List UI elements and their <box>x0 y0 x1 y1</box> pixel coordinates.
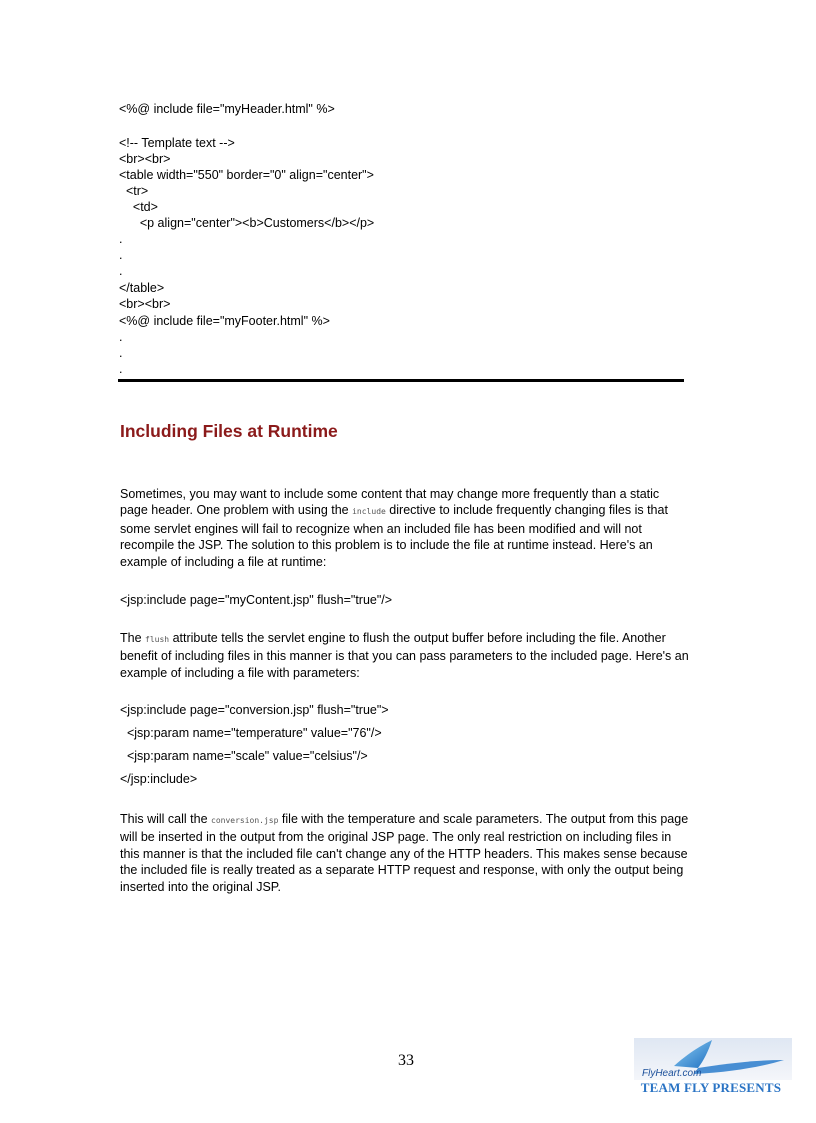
code-line: <tr> <box>119 184 149 198</box>
code-line: <!-- Template text --> <box>119 136 235 150</box>
code-line: <p align="center"><b>Customers</b></p> <box>119 216 375 230</box>
code-line: <%@ include file="myHeader.html" %> <box>119 102 335 116</box>
code-line: . <box>119 248 123 262</box>
inline-code: flush <box>145 635 170 644</box>
body-paragraph: The flush attribute tells the servlet engine to flush the output buffer before including the file. Another benefit of including files in this manner is that you can pass parameters to the included page. Here's an example of including a file with parameters: <box>120 631 689 680</box>
code-line: <%@ include file="myFooter.html" %> <box>119 314 330 328</box>
body-paragraph: This will call the conversion.jsp file with the temperature and scale parameters. The output from this page will be inserted in the output from the original JSP page. The only real restriction on including files in this manner is that the included file can't change any of the HTTP headers. This makes sense because the included file is really treated as a separate HTTP request and response, with only the output being inserted into the original JSP. <box>120 812 689 894</box>
code-line: . <box>119 330 123 344</box>
code-line: <br><br> <box>119 152 171 166</box>
inline-code: include <box>352 507 386 517</box>
code-line: . <box>119 232 123 246</box>
code-line: . <box>119 362 123 376</box>
code-example-line: <jsp:param name="scale" value="celsius"/> <box>120 749 368 763</box>
code-line: . <box>119 264 123 278</box>
section-divider <box>118 379 684 382</box>
code-example: <jsp:include page="myContent.jsp" flush="true"/> <box>120 593 393 607</box>
code-example-line: <jsp:include page="conversion.jsp" flush="true"> <box>120 703 389 717</box>
code-example-line: <jsp:param name="temperature" value="76"/> <box>120 726 382 740</box>
code-line: . <box>119 346 123 360</box>
logo-site-text: FlyHeart.com <box>642 1068 702 1079</box>
page-number: 33 <box>398 1052 414 1069</box>
code-line: </table> <box>119 281 165 295</box>
code-example-line: </jsp:include> <box>120 772 198 786</box>
code-line: <br><br> <box>119 297 171 311</box>
code-line: <td> <box>119 200 158 214</box>
section-heading: Including Files at Runtime <box>120 421 338 441</box>
body-paragraph: Sometimes, you may want to include some content that may change more frequently than a static page header. One problem with using the include directive to include frequently changing files is that some servlet engines will fail to recognize when an included file has been modified and will not recompile the JSP. The solution to this problem is to include the file at runtime instead. Here's an example of including a file at runtime: <box>120 487 668 569</box>
logo-caption: TEAM FLY PRESENTS <box>640 1080 782 1095</box>
inline-code: conversion.jsp <box>211 816 279 825</box>
code-line: <table width="550" border="0" align="center"> <box>119 168 374 182</box>
